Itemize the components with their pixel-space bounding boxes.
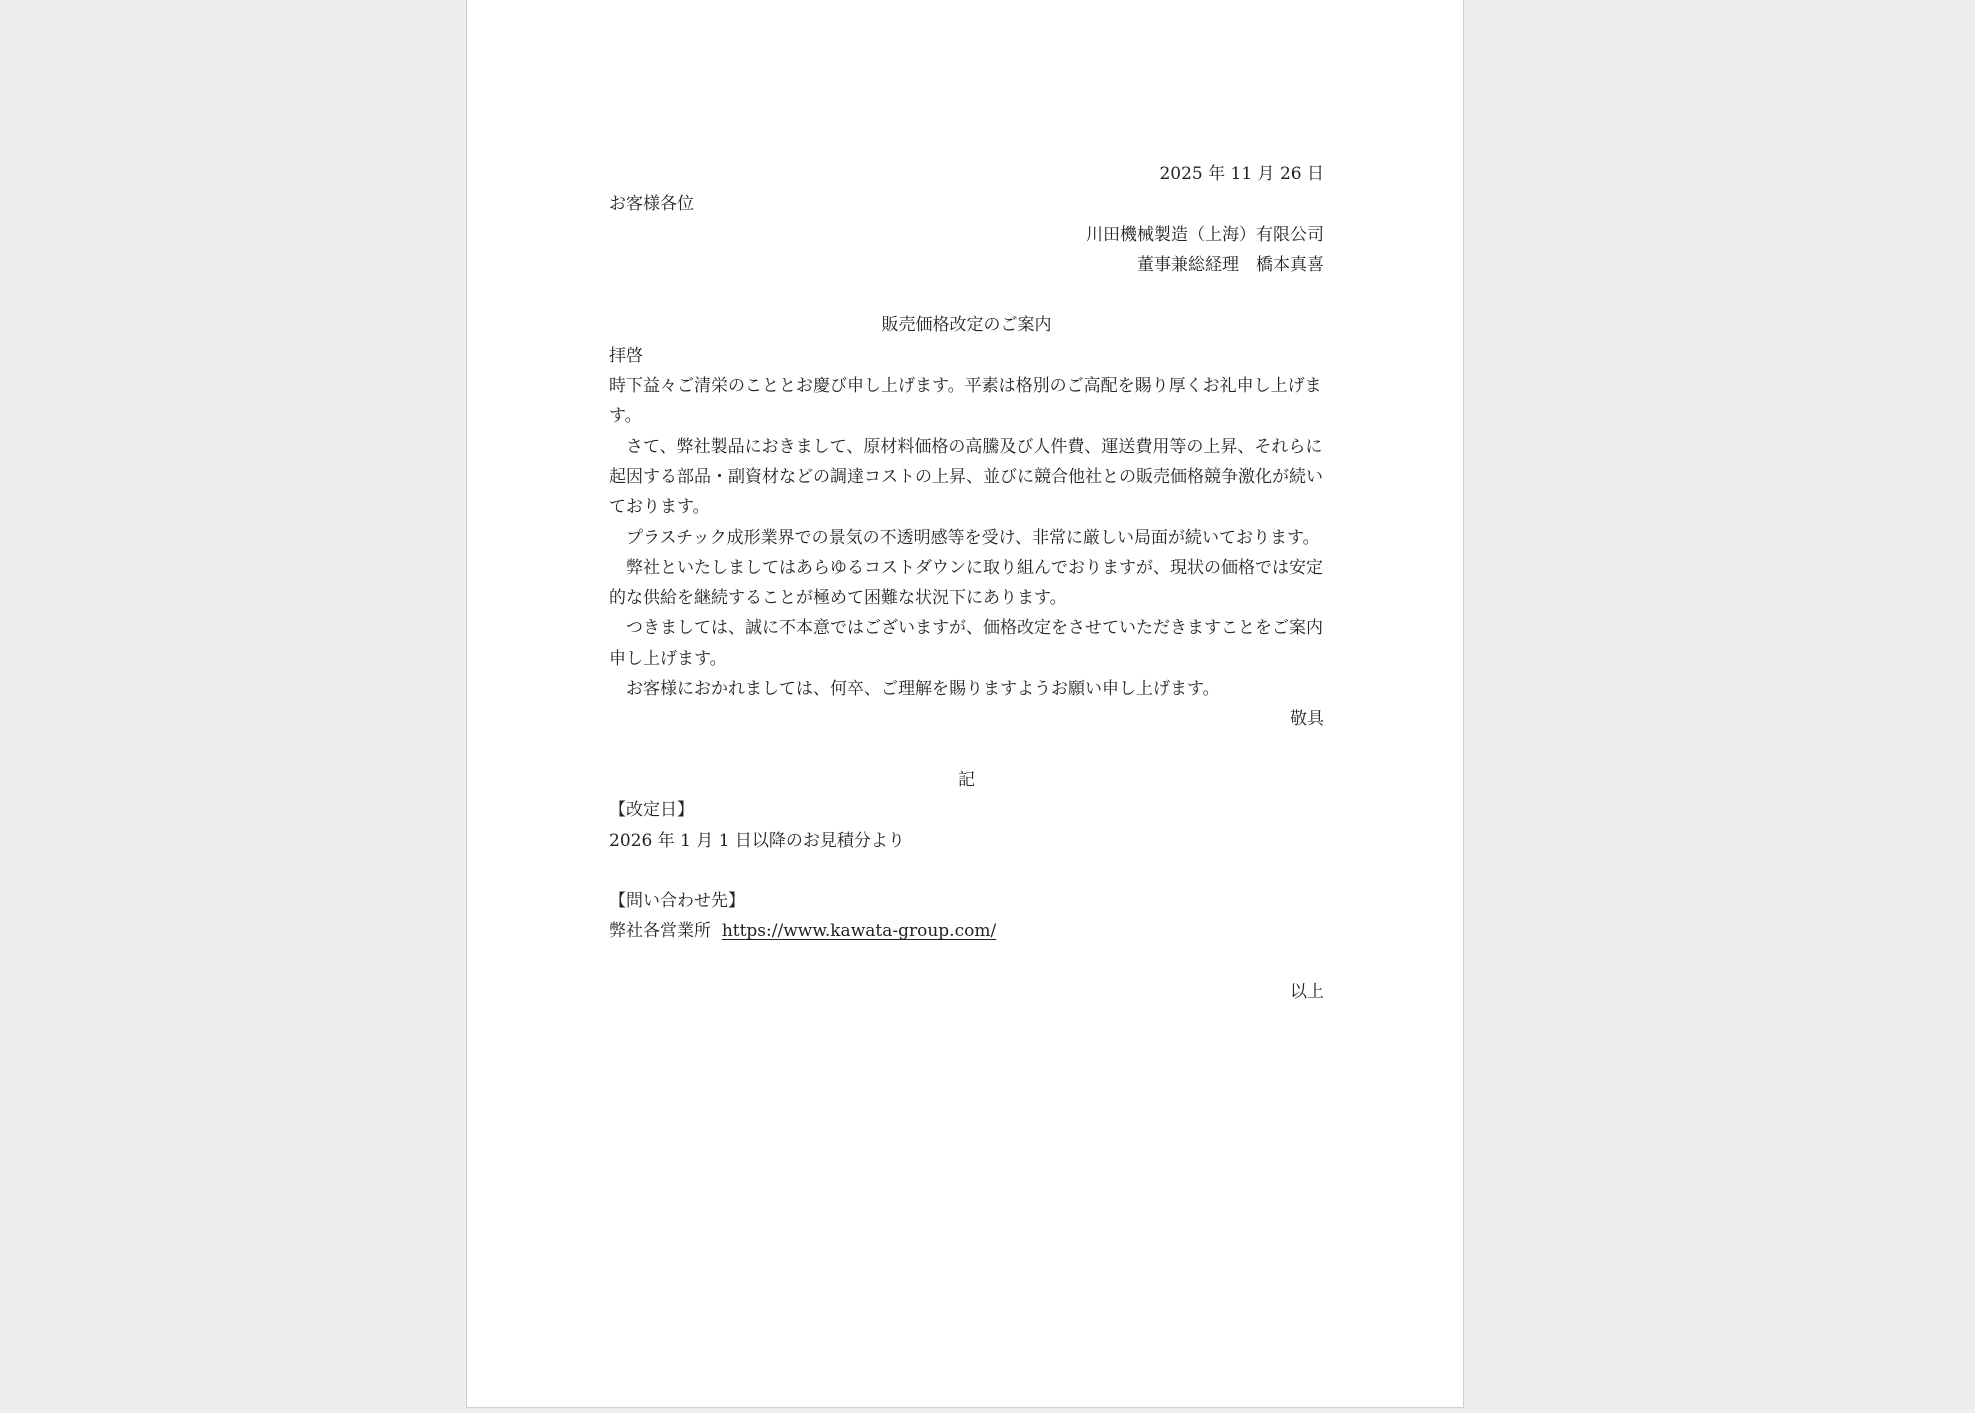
contact-line (609, 916, 1324, 946)
document-page (466, 0, 1464, 1408)
spacer (609, 280, 1324, 310)
contact-url-link[interactable]: https://www.kawata-group.com/ (721, 921, 997, 942)
spacer (609, 856, 1324, 886)
sender-company: 川田機械製造（上海）有限公司 (1086, 224, 1324, 245)
body-paragraph: 時下益々ご清栄のこととお慶び申し上げます。平素は格別のご高配を賜り厚くお礼申し上げます。 (609, 376, 1322, 427)
contact-heading: 【問い合わせ先】 (609, 891, 745, 912)
body-paragraph: 弊社といたしましてはあらゆるコストダウンに取り組んでおりますが、現状の価格では安定的な供給を継続することが極めて困難な状況下にあります。 (609, 557, 1323, 609)
spacer (609, 735, 1324, 765)
addressee: お客様各位 (609, 194, 694, 215)
contact-label: 弊社各営業所 (609, 921, 711, 942)
body-paragraph: お客様におかれましては、何卒、ご理解を賜りますようお願い申し上げます。 (626, 679, 1220, 700)
sender-person: 董事兼総経理 橋本真喜 (1137, 254, 1324, 275)
end-mark: 以上 (1290, 982, 1324, 1003)
body-paragraph: プラスチック成形業界での景気の不透明感等を受け、非常に厳しい局面が続いております。 (626, 527, 1320, 548)
body-paragraph: つきましては、誠に不本意ではございますが、価格改定をさせていただきますことをご案内申し上げます。 (609, 618, 1323, 669)
letter-body (609, 159, 1324, 1007)
revision-date-text: 2026 年 1 月 1 日以降のお見積分より (609, 830, 905, 851)
letter-date: 2025 年 11 月 26 日 (1159, 164, 1324, 184)
spacer (609, 947, 1324, 977)
body-paragraph: さて、弊社製品におきまして、原材料価格の高騰及び人件費、運送費用等の上昇、それらに起因する部品・副資材などの調達コストの上昇、並びに競合他社との販売価格競争激化が続いております。 (609, 436, 1323, 518)
letter-subject: 販売価格改定のご案内 (881, 315, 1052, 336)
opening-salutation: 拝啓 (609, 345, 643, 366)
closing-salutation: 敬具 (1290, 709, 1324, 730)
ki-heading: 記 (958, 769, 975, 790)
revision-date-heading: 【改定日】 (609, 800, 694, 821)
